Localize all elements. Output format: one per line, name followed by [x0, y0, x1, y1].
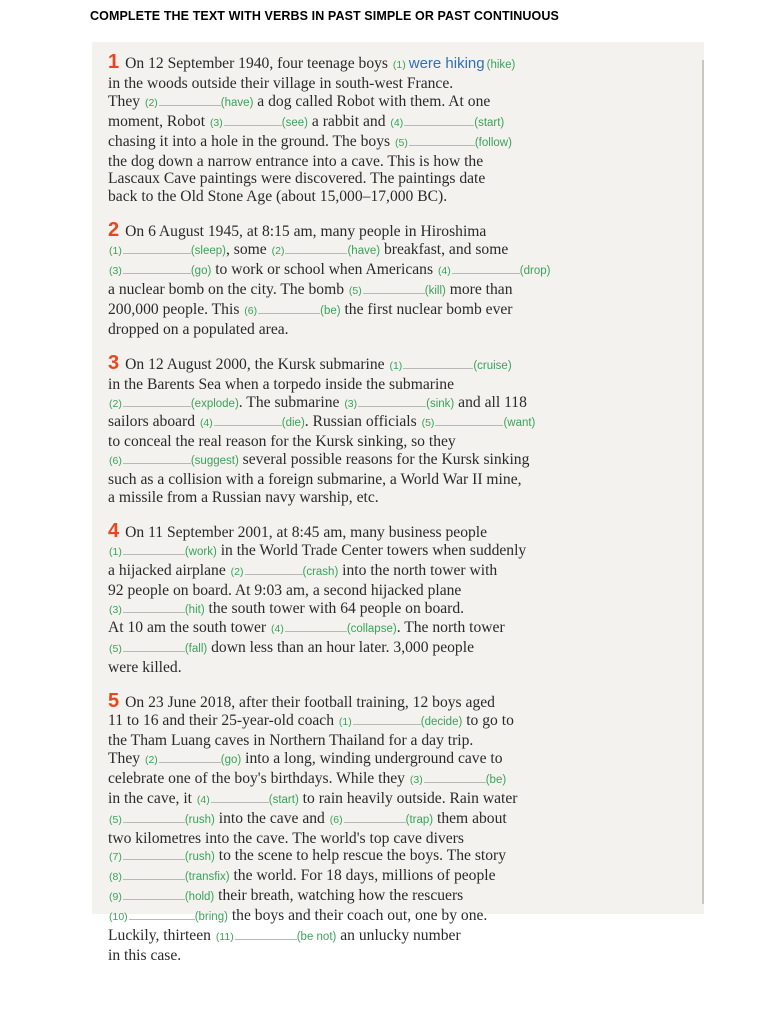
verb-hint: (sleep): [190, 245, 226, 258]
answer-blank[interactable]: [123, 601, 185, 613]
verb-hint: (have): [220, 96, 254, 109]
paragraph-4: [108, 519, 696, 677]
text-segment: . The submarine: [238, 393, 344, 411]
gap-number: (4): [390, 116, 404, 129]
text-line: [108, 619, 696, 639]
text-segment: celebrate one of the boy's birthdays. While they: [108, 769, 409, 787]
answer-blank[interactable]: [435, 414, 503, 426]
paragraph-2: [108, 219, 696, 338]
verb-hint: (suggest): [190, 455, 239, 468]
answer-blank[interactable]: [285, 242, 347, 254]
text-line: [108, 907, 696, 927]
text-line: [108, 51, 696, 75]
text-segment: . Russian officials: [304, 413, 421, 431]
text-segment: , some: [226, 241, 271, 259]
answer-blank[interactable]: [452, 262, 520, 274]
answer-blank[interactable]: [129, 908, 195, 920]
gap-number: (8): [109, 871, 122, 884]
text-segment: and all 118: [454, 393, 527, 411]
text-line: [108, 451, 696, 471]
answer-blank[interactable]: [258, 302, 320, 314]
answer-blank[interactable]: [123, 888, 185, 900]
text-segment: breakfast, and some: [380, 241, 509, 259]
text-segment: into the cave and: [214, 809, 329, 827]
text-line: [108, 887, 696, 907]
text-segment: such as a collision with a foreign submarine, a World War II mine,: [108, 471, 522, 489]
text-line: [108, 600, 696, 620]
answer-blank[interactable]: [353, 713, 421, 725]
verb-hint: (hit): [184, 603, 205, 616]
gap-number: (11): [215, 931, 234, 944]
verb-hint: (see): [281, 116, 308, 129]
text-segment: their breath, watching how the rescuers: [214, 887, 464, 905]
text-line: [108, 810, 696, 830]
answer-blank[interactable]: [123, 262, 191, 274]
text-line: [108, 170, 696, 188]
answer-blank[interactable]: [404, 114, 474, 126]
text-line: [108, 471, 696, 489]
paragraph-number: 1: [108, 51, 120, 73]
text-segment: the Tham Luang caves in Northern Thailand for a day trip.: [108, 732, 474, 749]
text-segment: 200,000 people. This: [108, 300, 244, 318]
text-line: [108, 830, 696, 848]
text-line: [108, 394, 696, 414]
verb-hint: (transfix): [184, 871, 230, 884]
text-segment: . The north tower: [396, 619, 505, 637]
text-line: [108, 770, 696, 790]
text-segment: 92 people on board. At 9:03 am, a second hijacked plane: [108, 581, 462, 599]
text-line: [108, 867, 696, 887]
verb-hint: (hold): [184, 891, 215, 904]
text-line: [108, 750, 696, 770]
text-segment: a rabbit and: [307, 112, 390, 130]
answer-blank[interactable]: [285, 620, 347, 632]
text-segment: a dog called Robot with them. At one: [253, 92, 491, 110]
text-line: [108, 413, 696, 433]
paragraph-5: [108, 690, 696, 965]
verb-hint: (start): [268, 793, 299, 806]
text-line: [108, 241, 696, 261]
text-segment: in the Barents Sea when a torpedo inside the submarine: [108, 375, 455, 393]
text-line: [108, 562, 696, 582]
page-title: COMPLETE THE TEXT WITH VERBS IN PAST SIMPLE OR PAST CONTINUOUS: [90, 9, 559, 23]
text-line: [108, 219, 696, 242]
text-segment: On 12 August 2000, the Kursk submarine: [125, 355, 389, 373]
paragraph-number: 2: [108, 219, 120, 242]
answer-blank[interactable]: [123, 848, 185, 860]
gap-number: (3): [109, 265, 122, 278]
verb-hint: (collapse): [346, 623, 397, 636]
verb-hint: (start): [474, 116, 505, 129]
text-segment: in the World Trade Center towers when suddenly: [216, 541, 527, 559]
gap-number: (1): [392, 59, 406, 71]
paragraph-number: 5: [108, 690, 120, 713]
worksheet: [92, 42, 704, 964]
gap-number: (2): [230, 565, 244, 578]
gap-number: (1): [389, 359, 403, 372]
gap-number: (7): [109, 851, 122, 864]
text-segment: them about: [433, 809, 507, 827]
verb-hint: (work): [184, 545, 217, 558]
verb-hint: (have): [347, 245, 381, 258]
verb-hint: (crash): [302, 565, 339, 578]
text-segment: a missile from a Russian navy warship, etc.: [108, 489, 379, 507]
answer-blank[interactable]: [159, 751, 221, 763]
text-line: [108, 433, 696, 451]
text-line: [108, 261, 696, 281]
text-segment: Luckily, thirteen: [108, 927, 215, 945]
gap-number: (5): [421, 417, 435, 430]
gap-number: (4): [437, 265, 451, 278]
verb-hint: (kill): [424, 284, 446, 297]
gap-number: (5): [109, 813, 122, 826]
answer-blank[interactable]: [235, 928, 297, 940]
text-segment: sailors aboard: [108, 413, 199, 431]
text-segment: On 23 June 2018, after their football training, 12 boys aged: [125, 694, 495, 712]
gap-number: (3): [409, 773, 423, 786]
gap-number: (3): [109, 603, 122, 616]
verb-hint: (rush): [184, 851, 215, 864]
example-answer: were hiking: [408, 55, 485, 72]
answer-blank[interactable]: [214, 414, 282, 426]
text-segment: in the cave, it: [108, 789, 196, 807]
verb-hint: (explode): [190, 397, 239, 410]
verb-hint: (follow): [474, 136, 512, 149]
answer-blank[interactable]: [123, 640, 185, 652]
text-segment: down less than an hour later. 3,000 people: [207, 639, 474, 657]
text-line: [108, 321, 696, 339]
verb-hint: (trap): [405, 813, 434, 826]
text-segment: the dog down a narrow entrance into a cave. This is how the: [108, 152, 484, 170]
text-line: [108, 690, 696, 713]
gap-number: (10): [109, 911, 128, 924]
text-line: [108, 639, 696, 659]
gap-number: (9): [109, 891, 122, 904]
answer-blank[interactable]: [424, 771, 486, 783]
verb-hint: (go): [190, 265, 212, 278]
answer-blank[interactable]: [403, 357, 473, 369]
paragraph-number: 4: [108, 519, 120, 542]
gap-number: (5): [395, 136, 408, 149]
text-segment: into the north tower with: [338, 561, 498, 579]
gap-number: (2): [271, 245, 285, 258]
text-segment: in the woods outside their village in south-west France.: [108, 74, 454, 92]
answer-blank[interactable]: [123, 395, 191, 407]
text-segment: the boys and their coach out, one by one.: [227, 907, 488, 925]
verb-hint: (bring): [194, 911, 228, 924]
text-segment: were killed.: [108, 659, 182, 677]
text-line: [108, 732, 696, 750]
text-line: [108, 351, 696, 376]
answer-blank[interactable]: [245, 563, 303, 575]
text-segment: to conceal the real reason for the Kursk sinking, so they: [108, 433, 456, 451]
text-line: [108, 489, 696, 507]
verb-hint: (drop): [519, 265, 551, 278]
gap-number: (2): [144, 753, 158, 766]
text-segment: to rain heavily outside. Rain water: [298, 789, 518, 807]
text-segment: in this case.: [108, 946, 182, 964]
text-segment: to go to: [462, 712, 514, 730]
verb-hint: (sink): [426, 397, 455, 410]
verb-hint: (be): [485, 773, 507, 786]
text-segment: On 6 August 1945, at 8:15 am, many people in Hiroshima: [125, 223, 487, 241]
text-segment: more than: [445, 280, 513, 298]
text-segment: to the scene to help rescue the boys. The story: [214, 847, 507, 865]
text-line: [108, 75, 696, 93]
text-line: [108, 133, 696, 153]
text-segment: On 12 September 1940, four teenage boys: [125, 55, 392, 72]
answer-blank[interactable]: [123, 543, 185, 555]
text-segment: an unlucky number: [336, 927, 461, 945]
gap-number: (4): [270, 623, 284, 636]
text-segment: moment, Robot: [108, 112, 209, 130]
text-segment: On 11 September 2001, at 8:45 am, many business people: [125, 523, 488, 541]
text-line: [108, 93, 696, 113]
text-line: [108, 301, 696, 321]
text-line: [108, 927, 696, 947]
text-segment: They: [108, 92, 144, 110]
verb-hint: (be): [320, 304, 341, 317]
answer-blank[interactable]: [358, 395, 426, 407]
verb-hint: (decide): [420, 716, 463, 729]
gap-number: (5): [109, 643, 122, 656]
text-segment: into a long, winding underground cave to: [241, 749, 503, 767]
paragraph-number: 3: [108, 351, 120, 374]
answer-blank[interactable]: [123, 242, 191, 254]
text-line: [108, 281, 696, 301]
text-segment: to work or school when Americans: [211, 261, 437, 279]
text-segment: a nuclear bomb on the city. The bomb: [108, 280, 348, 298]
text-line: [108, 790, 696, 810]
answer-blank[interactable]: [123, 811, 185, 823]
text-line: [108, 659, 696, 677]
text-line: [108, 582, 696, 600]
answer-blank[interactable]: [211, 791, 269, 803]
text-line: [108, 113, 696, 133]
text-segment: They: [108, 749, 144, 767]
text-segment: chasing it into a hole in the ground. The boys: [108, 132, 394, 150]
verb-hint: (go): [220, 753, 242, 766]
text-segment: back to the Old Stone Age (about 15,000–17,000 BC).: [108, 188, 448, 206]
text-line: [108, 376, 696, 394]
answer-blank[interactable]: [344, 811, 406, 823]
text-segment: dropped on a populated area.: [108, 320, 289, 338]
gap-number: (2): [144, 96, 158, 109]
text-segment: two kilometres into the cave. The world's top cave divers: [108, 829, 464, 847]
text-line: [108, 542, 696, 562]
answer-blank[interactable]: [409, 134, 475, 146]
gap-number: (5): [348, 284, 362, 297]
answer-blank[interactable]: [224, 114, 282, 126]
paragraph-1: [108, 51, 696, 206]
gap-number: (3): [344, 397, 358, 410]
gap-number: (3): [209, 116, 223, 129]
gap-number: (1): [338, 716, 352, 729]
gap-number: (4): [199, 417, 213, 430]
gap-number: (6): [244, 304, 258, 317]
text-line: [108, 519, 696, 542]
verb-hint: (cruise): [473, 359, 512, 372]
text-line: [108, 153, 696, 171]
verb-hint: (be not): [296, 931, 337, 944]
text-segment: the world. For 18 days, millions of people: [229, 867, 496, 885]
gap-number: (6): [109, 455, 122, 468]
text-segment: 11 to 16 and their 25-year-old coach: [108, 712, 338, 730]
gap-number: (1): [109, 545, 122, 558]
answer-blank[interactable]: [123, 868, 185, 880]
text-segment: At 10 am the south tower: [108, 619, 270, 637]
paragraph-3: [108, 351, 696, 507]
text-segment: a hijacked airplane: [108, 561, 230, 579]
text-line: [108, 712, 696, 732]
answer-blank[interactable]: [363, 282, 425, 294]
gap-number: (2): [109, 397, 122, 410]
gap-number: (4): [196, 793, 210, 806]
text-segment: the first nuclear bomb ever: [340, 300, 513, 318]
answer-blank[interactable]: [159, 94, 221, 106]
text-segment: several possible reasons for the Kursk sinking: [238, 451, 530, 469]
text-line: [108, 847, 696, 867]
answer-blank[interactable]: [123, 452, 191, 464]
verb-hint: (want): [503, 417, 536, 430]
text-segment: Lascaux Cave paintings were discovered. The paintings date: [108, 170, 486, 188]
verb-hint: (die): [281, 417, 305, 430]
text-segment: the south tower with 64 people on board.: [204, 599, 465, 617]
verb-hint: (rush): [184, 813, 215, 826]
gap-number: (6): [329, 813, 343, 826]
verb-hint: (hike): [486, 59, 516, 71]
text-line: [108, 188, 696, 206]
gap-number: (1): [109, 245, 122, 258]
verb-hint: (fall): [184, 643, 208, 656]
text-line: [108, 947, 696, 965]
